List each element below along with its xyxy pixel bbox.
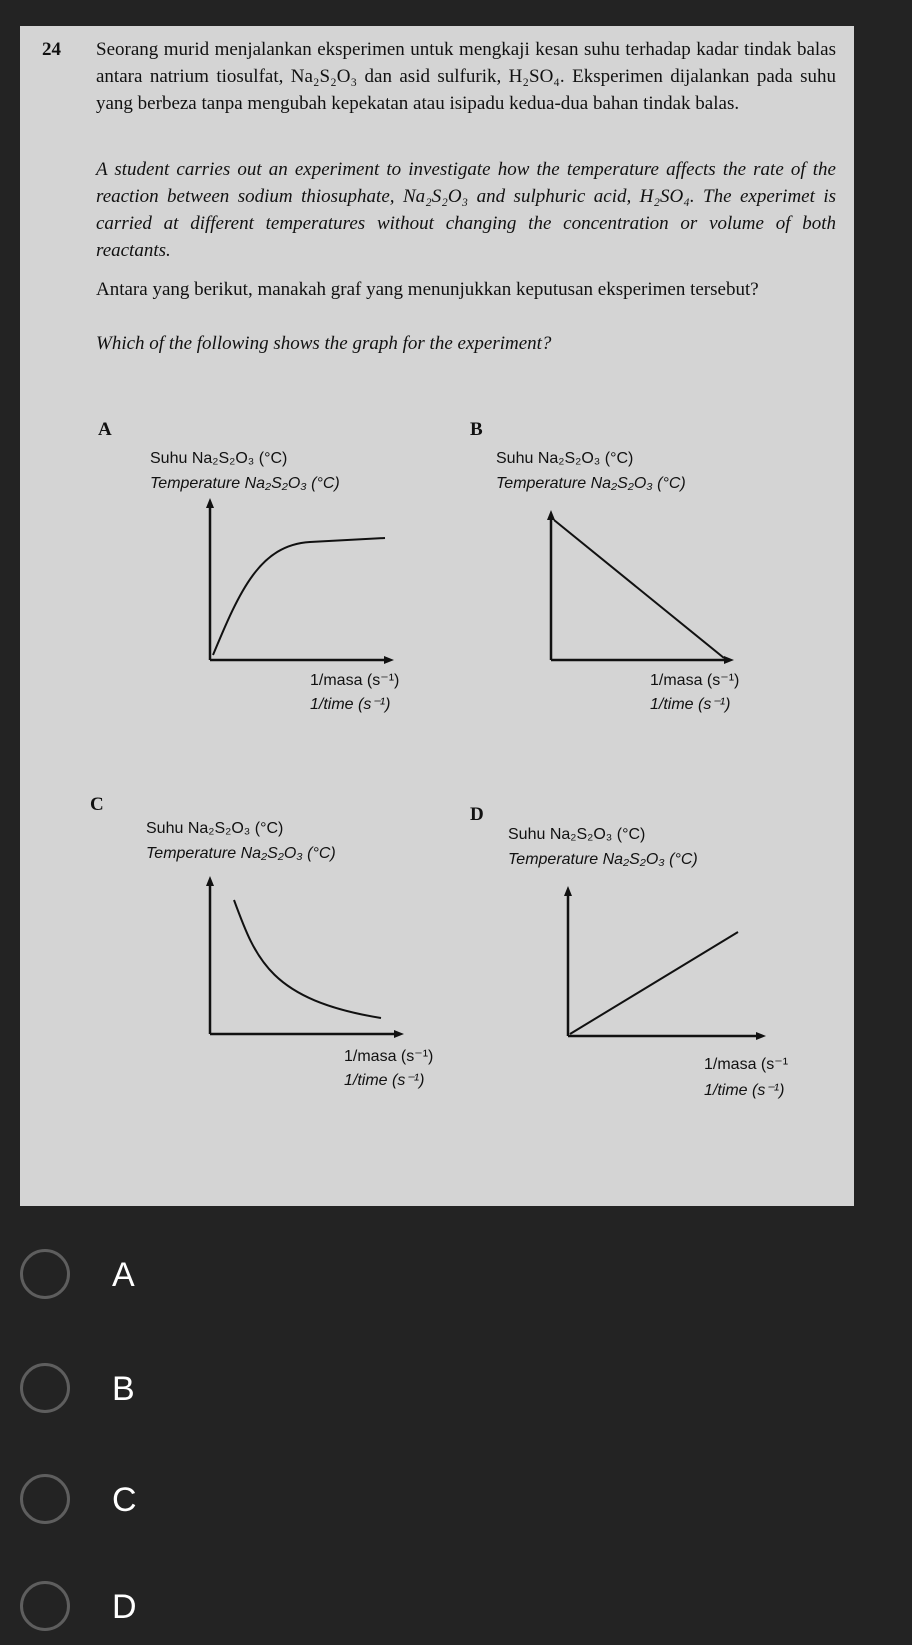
graph-a-xlabel-malay: 1/masa (s⁻¹) <box>310 672 400 689</box>
graph-b-plot <box>496 450 796 790</box>
graph-d-ylabel-english: Temperature Na₂S₂O₃ (°C) <box>508 851 698 868</box>
graph-c <box>146 820 446 1160</box>
graph-a-x-arrow <box>384 656 394 664</box>
choice-label-c: C <box>112 1481 137 1519</box>
graph-letter-c: C <box>90 794 104 815</box>
graph-d-xlabel-english: 1/time (s⁻¹) <box>704 1082 785 1099</box>
choice-b[interactable] <box>20 1360 320 1420</box>
radio-button-a[interactable] <box>20 1249 70 1299</box>
graph-b-x-arrow <box>724 656 734 664</box>
graph-a-ylabel-malay: Suhu Na₂S₂O₃ (°C) <box>150 450 288 467</box>
graph-a-xlabel-english: 1/time (s⁻¹) <box>310 696 391 713</box>
graph-b-xlabel-english: 1/time (s⁻¹) <box>650 696 731 713</box>
graph-letter-a: A <box>98 419 112 440</box>
radio-button-b[interactable] <box>20 1363 70 1413</box>
graph-c-plot <box>146 820 446 1160</box>
graph-d-plot <box>508 826 808 1166</box>
question-image <box>20 26 854 1206</box>
question-prompt-malay: Antara yang berikut, manakah graf yang menunjukkan keputusan eksperimen tersebut? <box>96 279 759 300</box>
graph-c-xlabel-english: 1/time (s⁻¹) <box>344 1072 425 1089</box>
graph-b-xlabel-malay: 1/masa (s⁻¹) <box>650 672 740 689</box>
graph-letter-d: D <box>470 804 484 825</box>
graph-a-curve <box>213 538 385 655</box>
graph-a <box>150 450 450 790</box>
graph-c-x-arrow <box>394 1030 404 1038</box>
graph-d-x-arrow <box>756 1032 766 1040</box>
choice-a[interactable] <box>20 1246 320 1306</box>
graph-d-xlabel-malay: 1/masa (s⁻¹ <box>704 1056 789 1073</box>
question-text-english: A student carries out an experiment to investigate how the temperature affects the rate of the reaction between sodium thiosuphate, Na₂S₂O₃ and sulphuric acid, H₂SO₄. The experimet is carried at different temperatures without changing the concentration or volume of both reactants. <box>96 159 836 261</box>
graph-c-curve <box>234 900 381 1018</box>
graph-c-xlabel-malay: 1/masa (s⁻¹) <box>344 1048 434 1065</box>
choice-label-d: D <box>112 1588 137 1626</box>
graph-d-ylabel-malay: Suhu Na₂S₂O₃ (°C) <box>508 826 646 843</box>
graph-a-plot <box>150 450 450 790</box>
question-prompt-english: Which of the following shows the graph for the experiment? <box>96 333 552 354</box>
graph-c-ylabel-english: Temperature Na₂S₂O₃ (°C) <box>146 845 336 862</box>
choice-c[interactable] <box>20 1471 320 1531</box>
graph-d <box>508 826 808 1166</box>
graph-c-ylabel-malay: Suhu Na₂S₂O₃ (°C) <box>146 820 284 837</box>
graph-b <box>496 450 796 790</box>
graph-d-y-arrow <box>564 886 572 896</box>
choice-label-b: B <box>112 1370 135 1408</box>
radio-button-c[interactable] <box>20 1474 70 1524</box>
graph-b-line <box>554 520 724 658</box>
graph-b-ylabel-malay: Suhu Na₂S₂O₃ (°C) <box>496 450 634 467</box>
graph-a-y-arrow <box>206 498 214 508</box>
radio-button-d[interactable] <box>20 1581 70 1631</box>
choice-d[interactable] <box>20 1578 320 1638</box>
choice-label-a: A <box>112 1256 135 1294</box>
question-number: 24 <box>42 39 61 60</box>
graph-b-y-arrow <box>547 510 555 520</box>
graph-d-line <box>570 932 738 1034</box>
question-text-malay: Seorang murid menjalankan eksperimen untuk mengkaji kesan suhu terhadap kadar tindak balas antara natrium tiosulfat, Na₂S₂O₃ dan asid sulfurik, H₂SO₄. Eksperimen dijalankan pada suhu yang berbeza tanpa mengubah kepekatan atau isipadu kedua-dua bahan tindak balas. <box>96 39 836 114</box>
graph-letter-b: B <box>470 419 483 440</box>
graph-c-y-arrow <box>206 876 214 886</box>
graph-a-ylabel-english: Temperature Na₂S₂O₃ (°C) <box>150 475 340 492</box>
graph-b-ylabel-english: Temperature Na₂S₂O₃ (°C) <box>496 475 686 492</box>
